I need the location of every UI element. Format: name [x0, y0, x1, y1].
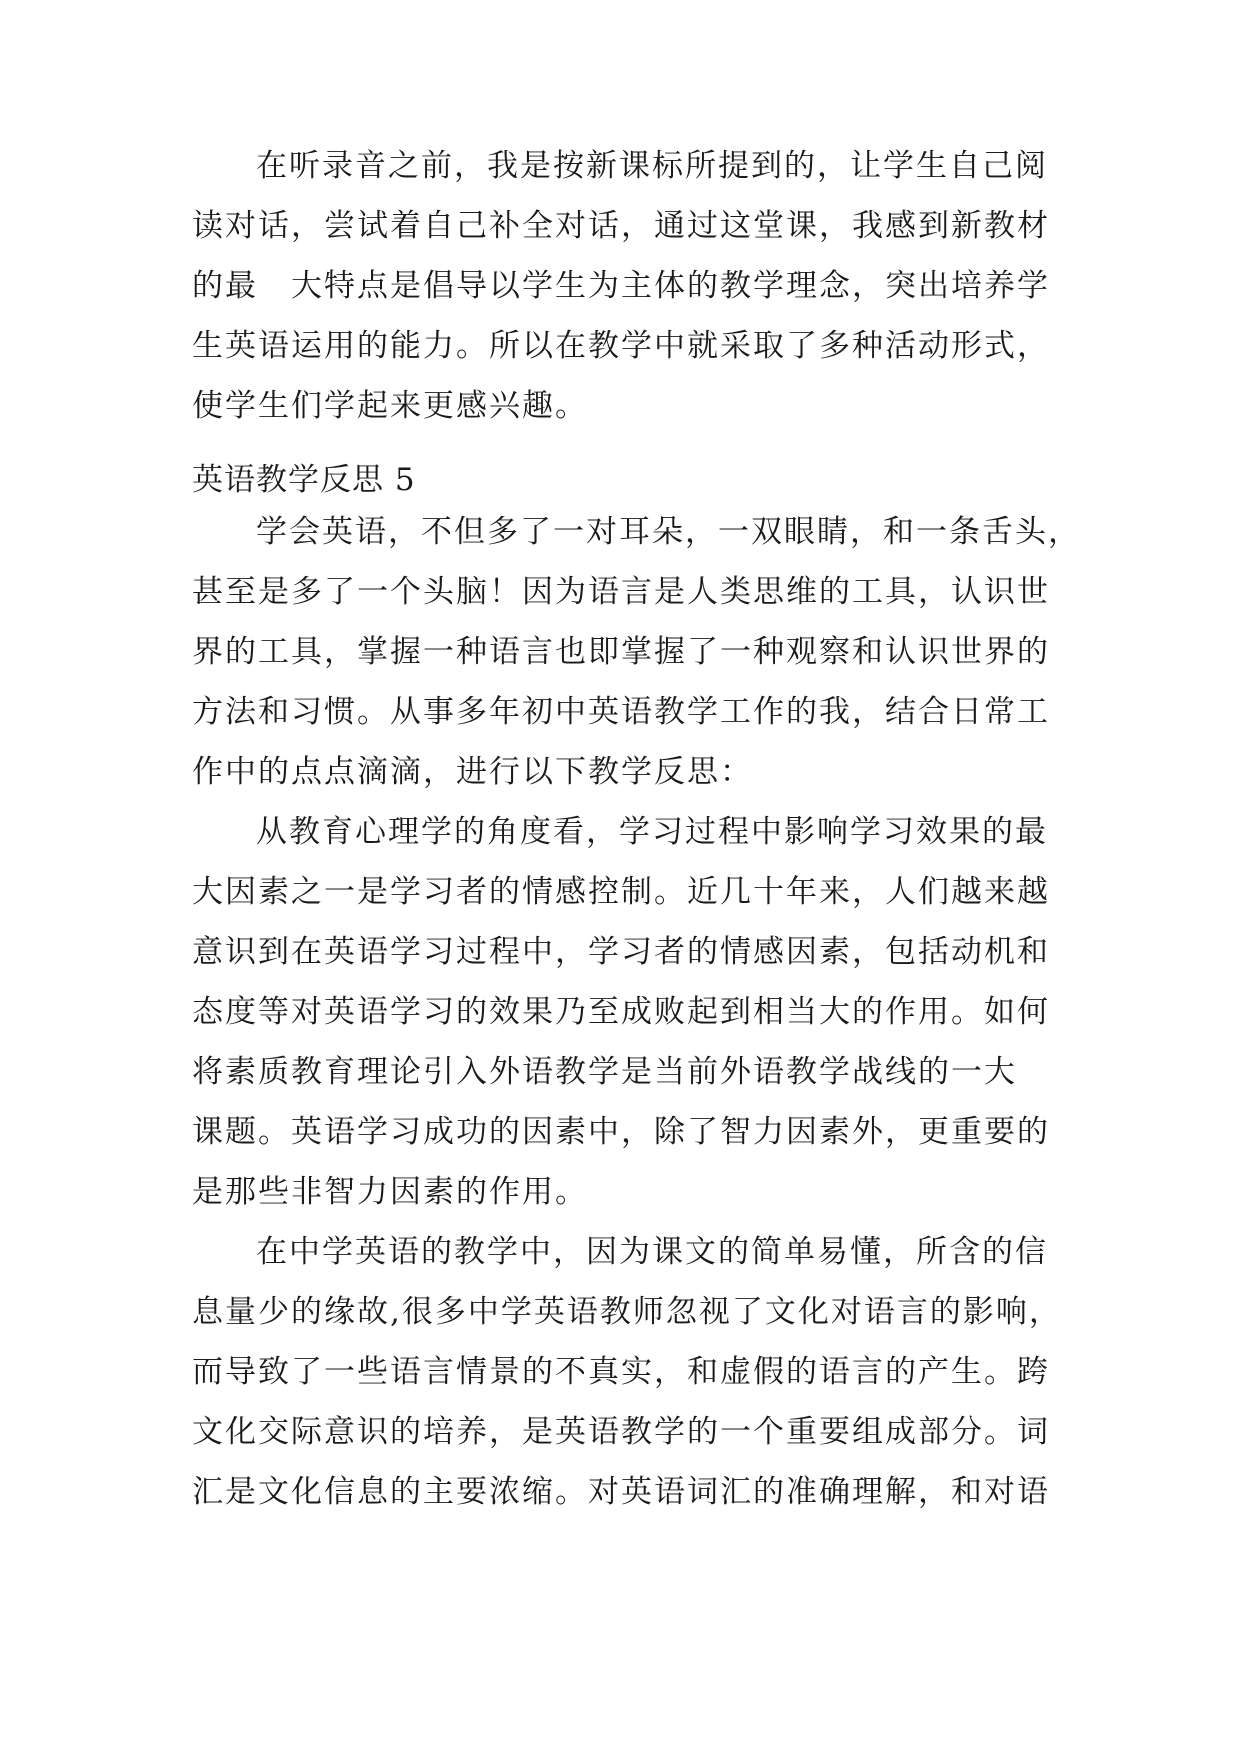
paragraph-line: 将素质教育理论引入外语教学是当前外语教学战线的一大	[192, 1054, 1017, 1090]
paragraph-line: 作中的点点滴滴，进行以下教学反思：	[192, 754, 753, 790]
paragraph-1	[192, 136, 1052, 436]
paragraph-line: 文化交际意识的培养，是英语教学的一个重要组成部分。词	[192, 1414, 1050, 1450]
paragraph-4	[192, 1222, 1062, 1522]
paragraph-line: 而导致了一些语言情景的不真实，和虚假的语言的产生。跨	[192, 1354, 1050, 1390]
paragraph-line: 汇是文化信息的主要浓缩。对英语词汇的准确理解，和对语	[192, 1474, 1050, 1510]
paragraph-line: 使学生们学起来更感兴趣。	[192, 388, 588, 424]
paragraph-3	[192, 802, 1052, 1222]
paragraph-line: 方法和习惯。从事多年初中英语教学工作的我，结合日常工	[192, 694, 1050, 730]
section-heading-block	[192, 450, 1052, 510]
paragraph-line: 读对话，尝试着自己补全对话，通过这堂课，我感到新教材	[192, 208, 1050, 244]
paragraph-line: 从教育心理学的角度看，学习过程中影响学习效果的最	[256, 814, 1048, 850]
paragraph-2	[192, 502, 1081, 802]
section-heading: 英语教学反思 5	[192, 462, 416, 498]
paragraph-line: 的最 大特点是倡导以学生为主体的教学理念，突出培养学	[192, 268, 1050, 304]
paragraph-line: 生英语运用的能力。所以在教学中就采取了多种活动形式，	[192, 328, 1050, 364]
paragraph-line: 甚至是多了一个头脑！因为语言是人类思维的工具，认识世	[192, 574, 1050, 610]
paragraph-line: 界的工具，掌握一种语言也即掌握了一种观察和认识世界的	[192, 634, 1050, 670]
paragraph-line: 态度等对英语学习的效果乃至成败起到相当大的作用。如何	[192, 994, 1050, 1030]
paragraph-line: 息量少的缘故,很多中学英语教师忽视了文化对语言的影响，	[192, 1294, 1062, 1330]
paragraph-line: 大因素之一是学习者的情感控制。近几十年来，人们越来越	[192, 874, 1050, 910]
paragraph-line: 课题。英语学习成功的因素中，除了智力因素外，更重要的	[192, 1114, 1050, 1150]
paragraph-line: 学会英语，不但多了一对耳朵，一双眼睛，和一条舌头，	[256, 514, 1081, 550]
paragraph-line: 在听录音之前，我是按新课标所提到的，让学生自己阅	[256, 148, 1048, 184]
paragraph-line: 意识到在英语学习过程中，学习者的情感因素，包括动机和	[192, 934, 1050, 970]
paragraph-line: 是那些非智力因素的作用。	[192, 1174, 588, 1210]
paragraph-line: 在中学英语的教学中，因为课文的简单易懂，所含的信	[256, 1234, 1048, 1270]
